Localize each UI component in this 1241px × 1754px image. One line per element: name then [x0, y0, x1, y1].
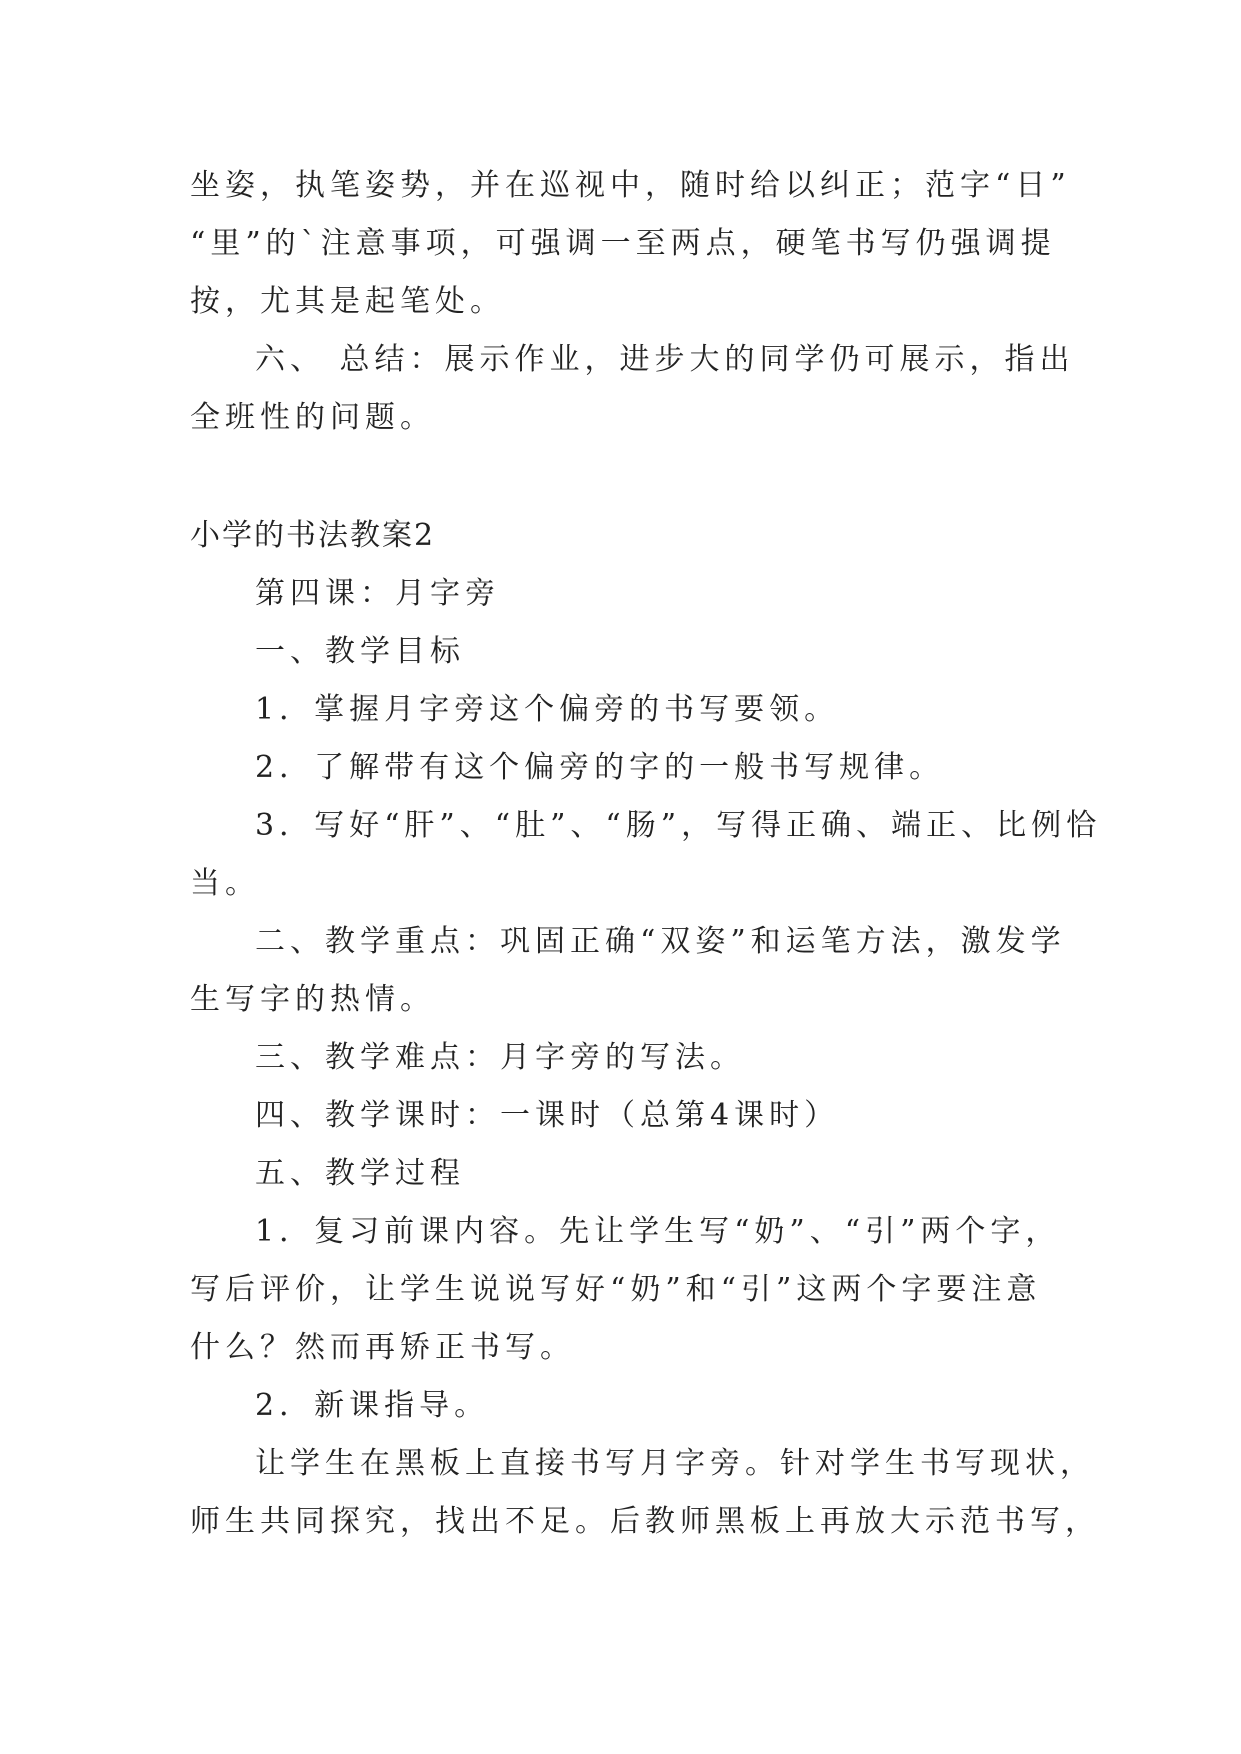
paragraph-line: 当。	[190, 866, 260, 901]
section-title: 小学的书法教案2	[190, 518, 436, 553]
paragraph-line: 按，尤其是起笔处。	[190, 284, 505, 319]
paragraph-line: 坐姿，执笔姿势，并在巡视中，随时给以纠正；范字“日”	[190, 168, 1071, 203]
section-heading: 五、教学过程	[255, 1156, 465, 1191]
paragraph-line: “里”的`注意事项，可强调一至两点，硬笔书写仍强调提	[190, 226, 1056, 261]
section-heading: 一、教学目标	[255, 634, 465, 669]
list-item: 1．掌握月字旁这个偏旁的书写要领。	[255, 692, 840, 727]
paragraph-line: 什么？然而再矫正书写。	[190, 1330, 575, 1365]
paragraph-line: 让学生在黑板上直接书写月字旁。针对学生书写现状，	[255, 1446, 1095, 1481]
section-heading: 三、教学难点：月字旁的写法。	[255, 1040, 745, 1075]
list-item: 1．复习前课内容。先让学生写“奶”、“引”两个字，	[255, 1214, 1061, 1249]
paragraph-line: 写后评价，让学生说说写好“奶”和“引”这两个字要注意	[190, 1272, 1042, 1307]
section-heading: 二、教学重点：巩固正确“双姿”和运笔方法，激发学	[255, 924, 1066, 959]
lesson-heading: 第四课：月字旁	[255, 576, 500, 611]
list-item: 3．写好“肝”、“肚”、“肠”，写得正确、端正、比例恰	[255, 808, 1102, 843]
list-item: 2．新课指导。	[255, 1388, 490, 1423]
paragraph-line: 生写字的热情。	[190, 982, 435, 1017]
paragraph-line: 六、 总结：展示作业，进步大的同学仍可展示，指出	[255, 342, 1075, 377]
list-item: 2．了解带有这个偏旁的字的一般书写规律。	[255, 750, 945, 785]
section-heading: 四、教学课时：一课时（总第4课时）	[255, 1098, 840, 1133]
paragraph-line: 全班性的问题。	[190, 400, 435, 435]
paragraph-line: 师生共同探究，找出不足。后教师黑板上再放大示范书写，	[190, 1504, 1100, 1539]
